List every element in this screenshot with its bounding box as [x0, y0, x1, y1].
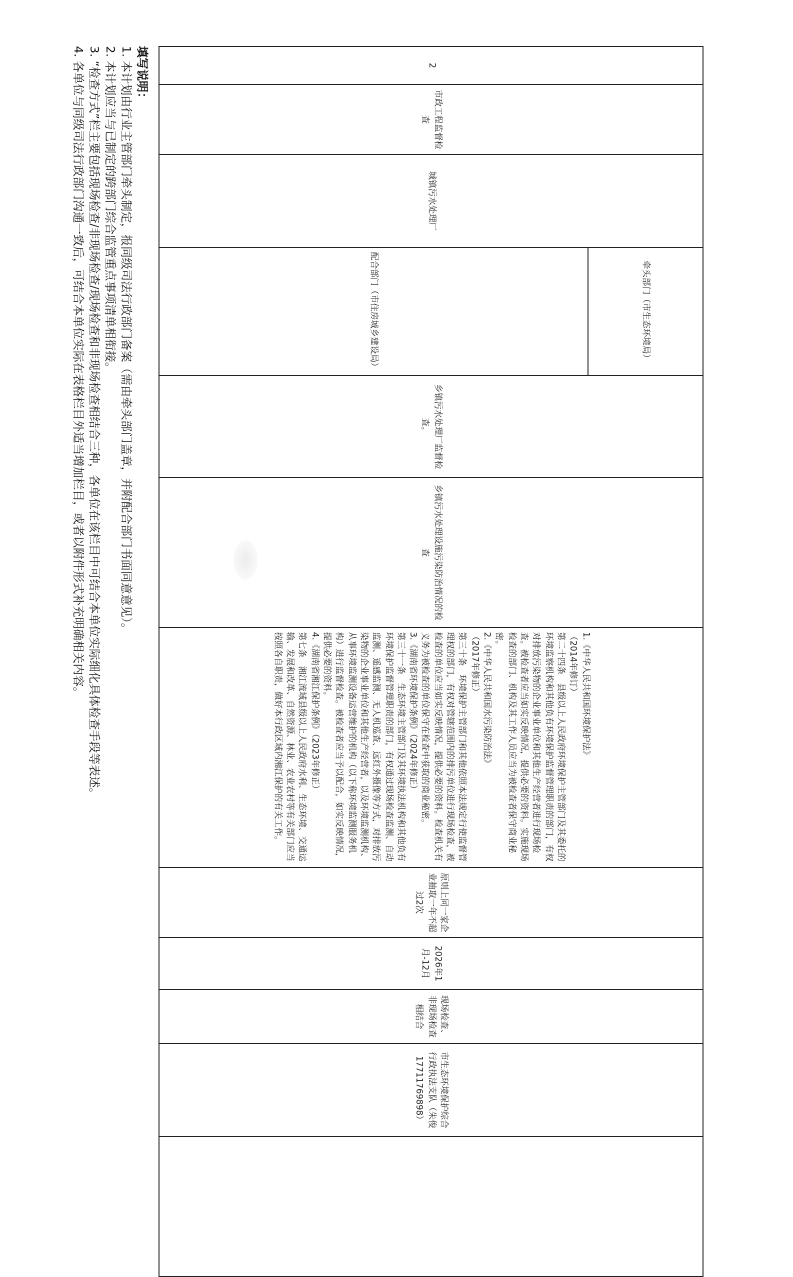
check-item-cell: 乡镇污水处理厂监督检查。 [159, 376, 703, 478]
row-index: 2 [159, 47, 703, 85]
basis-line: 第三十一条 生态环境主管部门及其环境执法机构和其他负有环境保护监督管理职责的部门，有权通过现场检查监测、自动监测、遥感监测、无人机巡查、远红外摄像等方式，对排放污染物的企业事业单位和其他生产经营者，以及环境监测机构、从事环境监测设备运营维护的机构（以下称环境监测服务机构）进行监督检查。被检查者应当予以配合，如实反映情况，提供必要的资料。 [321, 632, 406, 862]
time-cell: 2026年1月-12月 [159, 938, 703, 990]
basis-line: 2.《中华人民共和国水污染防治法》 [481, 632, 492, 768]
executor-cell: 市生态环境保护综合行政执法支队（朱俊17711769898） [159, 1044, 703, 1137]
empty-cell [159, 1137, 703, 1277]
lead-dept-cell: 牵头部门（市生态环境局） [588, 248, 703, 376]
note-item: 4. 各单位与同级司法行政部门沟通一致后，可结合本单位实际在表格栏目外适当增加栏目，或者以附件形式补充明确相关内容。 [71, 46, 86, 699]
basis-line: 4.《湖南省湘江保护条例》（2023年修正） [309, 632, 320, 794]
check-content-cell: 乡镇污水处理设施污染防治情况的检查 [159, 478, 703, 628]
basis-line: 1.《中华人民共和国环境保护法》 [580, 632, 591, 760]
basis-line: （2017年修正） [469, 632, 480, 697]
legal-basis-cell [159, 628, 703, 868]
note-item: 3. “检查方式”栏主要包括现场检查/非现场检查/现场检查和非现场检查相结合三种，各单位在该栏目中可结合本单位实际细化具体检查手段等表述。 [87, 46, 102, 800]
basis-line: （2014年修订） [567, 632, 578, 697]
basis-line: 第三十条 环境保护主管部门和其他依照本法规定行使监督管理权的部门，有权对管辖范围内的排污单位进行现场检查，被检查的单位应当如实反映情况，提供必要的资料。检查机关有义务为被检查的单位保守在检查中获取的商业秘密。 [420, 632, 467, 862]
basis-line: 第二十四条 县级以上人民政府环境保护主管部门及其委托的环境监察机构和其他负有环境保护监督管理职责的部门，有权对排放污染物的企业事业单位和其他生产经营者进行现场检查。被检查者应当如实反映情况，提供必要的资料。实施现场检查的部门、机构及其工作人员应当为被检查者保守商业秘密。 [493, 632, 566, 862]
coop-dept-cell: 配合部门（市住房城乡建设局） [159, 248, 588, 376]
method-cell: 现场检查、非现场检查相结合 [159, 990, 703, 1044]
basis-line: 第七条 湘江流域县级以上人民政府水利、生态环境、交通运输、发展和改革、自然资源、林业、农业农村等有关部门应当按照各自职责，做好本行政区域内湘江保护的有关工作。 [272, 632, 307, 862]
scan-smudge [234, 540, 258, 580]
sub-item-cell: 城镇污水处理厂 [159, 155, 703, 248]
supervision-plan-table [159, 46, 704, 1277]
fill-instructions [71, 46, 151, 1076]
note-item: 2. 本计划应当与已制定的跨部门综合监管重点事项清单相衔接。 [103, 46, 118, 374]
basis-line: 3.《湖南省环境保护条例》（2024年修正） [407, 632, 418, 794]
notes-title: 填写说明： [135, 46, 150, 104]
category-cell: 市政工程监督检查 [159, 85, 703, 155]
ratio-cell: 原则上同一家企业抽取一年不超过2次 [159, 868, 703, 938]
note-item: 1. 本计划由行业主管部门牵头制定，报同级司法行政部门备案（需由牵头部门盖章，并附配合部门书面同意意见）。 [119, 46, 134, 635]
